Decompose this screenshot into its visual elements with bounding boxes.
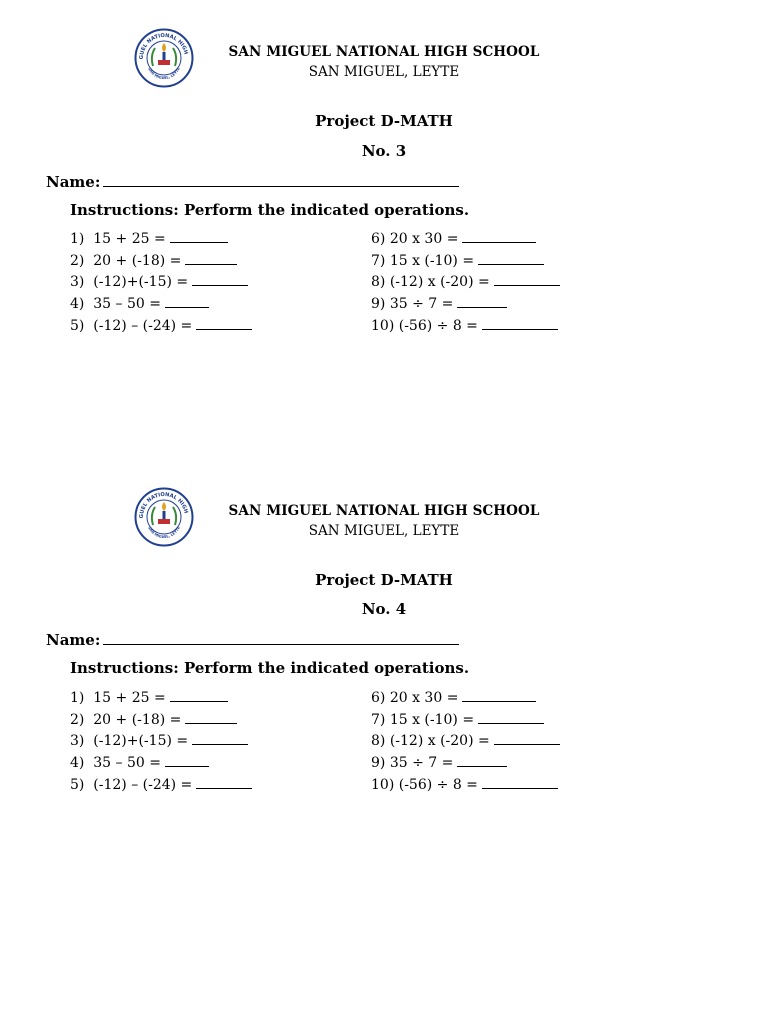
problem-text: 9) 35 ÷ 7 = (371, 296, 454, 313)
answer-blank[interactable] (185, 251, 237, 265)
sheet-number: No. 3 (361, 142, 407, 160)
problem-text: 8) (-12) x (-20) = (371, 274, 490, 291)
problem-item (371, 710, 560, 732)
answer-blank[interactable] (478, 251, 544, 265)
sheet-number: No. 4 (361, 600, 407, 618)
problem-text: 1) 15 + 25 = (70, 231, 166, 247)
answer-blank[interactable] (478, 710, 544, 724)
answer-blank[interactable] (165, 753, 209, 767)
instructions: Instructions: Perform the indicated operations. (70, 659, 470, 677)
problem-item (70, 294, 252, 316)
name-blank-line[interactable] (103, 630, 459, 645)
problem-item (371, 753, 560, 775)
problem-item (371, 316, 560, 338)
problem-item (371, 272, 560, 294)
problem-text: 5) (-12) – (-24) = (70, 317, 193, 334)
problem-item (371, 229, 560, 251)
answer-blank[interactable] (165, 294, 209, 308)
logo-ring-text: GUEL NATIONAL HIGH (138, 32, 189, 60)
problem-text: 3) (-12)+(-15) = (70, 733, 189, 750)
logo-bottom-text: SAN MIGUEL, LEYTE (147, 67, 181, 81)
problem-text: 1) 15 + 25 = (70, 690, 166, 706)
answer-blank[interactable] (170, 229, 228, 243)
problem-item (371, 688, 560, 710)
instructions: Instructions: Perform the indicated operations. (70, 201, 470, 219)
answer-blank[interactable] (192, 272, 248, 286)
answer-blank[interactable] (494, 272, 560, 286)
name-label: Name: (46, 631, 101, 649)
worksheet-no-3 (0, 0, 768, 440)
problem-text: 7) 15 x (-10) = (371, 711, 475, 728)
problem-item (371, 731, 560, 753)
problem-item (371, 294, 560, 316)
problem-item (70, 272, 252, 294)
problem-text: 10) (-56) ÷ 8 = (371, 317, 478, 334)
problem-text: 2) 20 + (-18) = (70, 252, 182, 269)
problem-text: 9) 35 ÷ 7 = (371, 755, 454, 772)
problem-item (70, 316, 252, 338)
problem-item (70, 688, 252, 710)
problem-text: 6) 20 x 30 = (371, 231, 459, 247)
problem-item (371, 251, 560, 273)
problems-right-column (371, 688, 560, 796)
project-title: Project D-MATH (315, 112, 453, 130)
project-title: Project D-MATH (315, 571, 453, 589)
problem-text: 4) 35 – 50 = (70, 296, 161, 313)
school-address: SAN MIGUEL, LEYTE (308, 523, 460, 539)
problems-left-column (70, 688, 252, 796)
problem-item (70, 731, 252, 753)
problems-left-column (70, 229, 252, 337)
problem-item (70, 229, 252, 251)
school-name: SAN MIGUEL NATIONAL HIGH SCHOOL (228, 44, 540, 60)
problem-item (70, 753, 252, 775)
problem-item (70, 775, 252, 797)
answer-blank[interactable] (196, 316, 252, 330)
logo-ring-text: GUEL NATIONAL HIGH (138, 491, 189, 519)
answer-blank[interactable] (170, 688, 228, 702)
answer-blank[interactable] (192, 731, 248, 745)
name-field[interactable] (46, 172, 459, 191)
school-name: SAN MIGUEL NATIONAL HIGH SCHOOL (228, 503, 540, 519)
problem-item (70, 710, 252, 732)
problem-text: 2) 20 + (-18) = (70, 711, 182, 728)
answer-blank[interactable] (457, 753, 507, 767)
answer-blank[interactable] (196, 775, 252, 789)
answer-blank[interactable] (462, 229, 536, 243)
name-blank-line[interactable] (103, 172, 459, 187)
name-field[interactable] (46, 630, 459, 649)
answer-blank[interactable] (482, 775, 558, 789)
answer-blank[interactable] (185, 710, 237, 724)
problem-text: 8) (-12) x (-20) = (371, 733, 490, 750)
answer-blank[interactable] (462, 688, 536, 702)
answer-blank[interactable] (457, 294, 507, 308)
problem-text: 10) (-56) ÷ 8 = (371, 776, 478, 793)
problem-text: 5) (-12) – (-24) = (70, 776, 193, 793)
problem-item (70, 251, 252, 273)
problem-text: 7) 15 x (-10) = (371, 252, 475, 269)
problems-right-column (371, 229, 560, 337)
answer-blank[interactable] (494, 731, 560, 745)
logo-bottom-text: SAN MIGUEL, LEYTE (147, 526, 181, 540)
name-label: Name: (46, 173, 101, 191)
school-address: SAN MIGUEL, LEYTE (308, 64, 460, 80)
worksheet-no-4 (0, 459, 768, 899)
problem-text: 4) 35 – 50 = (70, 755, 161, 772)
problem-text: 3) (-12)+(-15) = (70, 274, 189, 291)
problem-item (371, 775, 560, 797)
answer-blank[interactable] (482, 316, 558, 330)
problem-text: 6) 20 x 30 = (371, 690, 459, 706)
